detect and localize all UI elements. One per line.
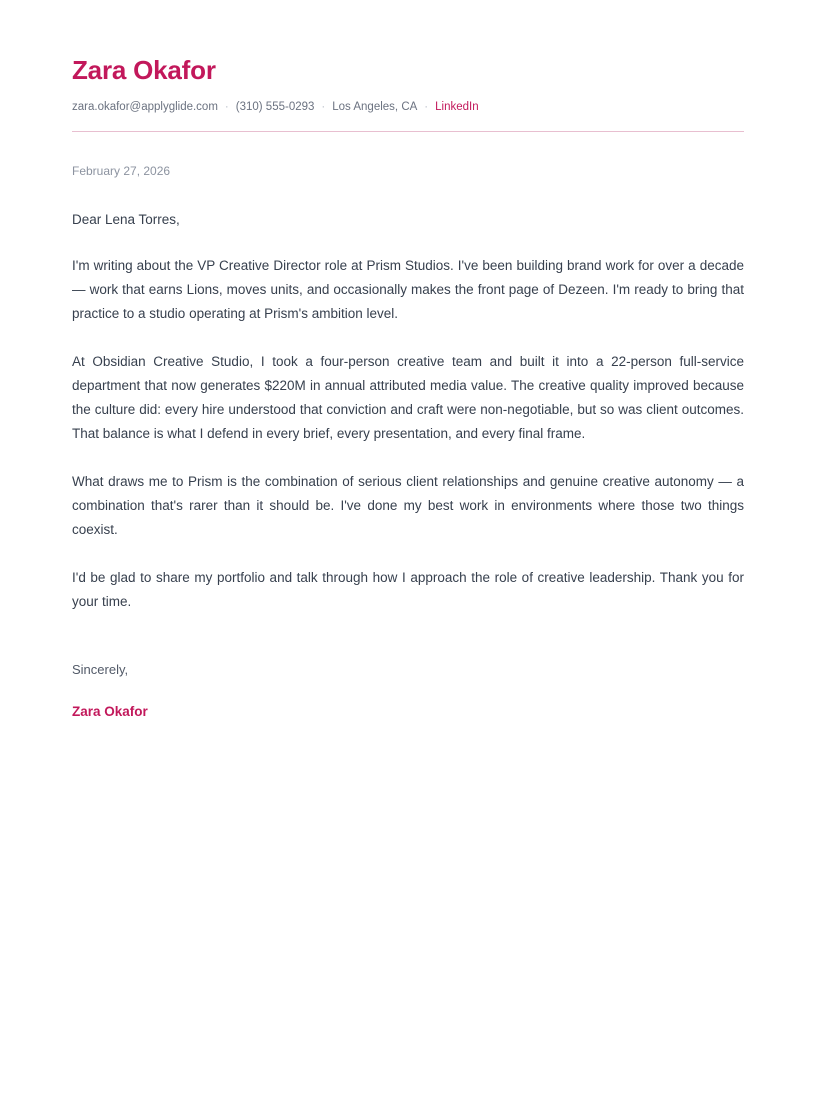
contact-separator-icon: · — [424, 100, 429, 113]
contact-location: Los Angeles, CA — [332, 100, 418, 113]
contact-email[interactable]: zara.okafor@applyglide.com — [72, 100, 218, 113]
page-title: Zara Okafor — [72, 55, 216, 85]
contact-line — [72, 99, 744, 115]
contact-separator-icon: · — [321, 100, 326, 113]
contact-phone[interactable]: (310) 555-0293 — [235, 100, 315, 113]
letter-paragraph: I'm writing about the VP Creative Director role at Prism Studios. I've been building brand work for over a decade — work that earns Lions, moves units, and occasionally makes the front page of Dezeen. I'm ready to bring that practice to a studio operating at Prism's ambition level. — [72, 258, 744, 322]
letter-salutation: Dear Lena Torres, — [72, 211, 180, 227]
contact-separator-icon: · — [224, 100, 229, 113]
letter-paragraph: I'd be glad to share my portfolio and talk through how I approach the role of creative leadership. Thank you for your time. — [72, 570, 744, 610]
letter-date: February 27, 2026 — [72, 163, 171, 178]
letter-body — [72, 163, 744, 722]
letter-signature: Zara Okafor — [72, 703, 148, 719]
letterhead — [72, 56, 744, 132]
letterhead-divider — [72, 131, 744, 132]
letter-closing: Sincerely, — [72, 662, 129, 678]
linkedin-link[interactable]: LinkedIn — [435, 100, 479, 113]
letter-paragraph: At Obsidian Creative Studio, I took a four-person creative team and built it into a 22-person full-service department that now generates $220M in annual attributed media value. The creative quality improved because the culture did: every hire understood that conviction and craft were non-negotiable, but so was client outcomes. That balance is what I defend in every brief, every presentation, and every final frame. — [72, 354, 744, 442]
letter-paragraph: What draws me to Prism is the combination of serious client relationships and genuine creative autonomy — a combination that's rarer than it should be. I've done my best work in environments where those two things coexist. — [72, 474, 744, 538]
